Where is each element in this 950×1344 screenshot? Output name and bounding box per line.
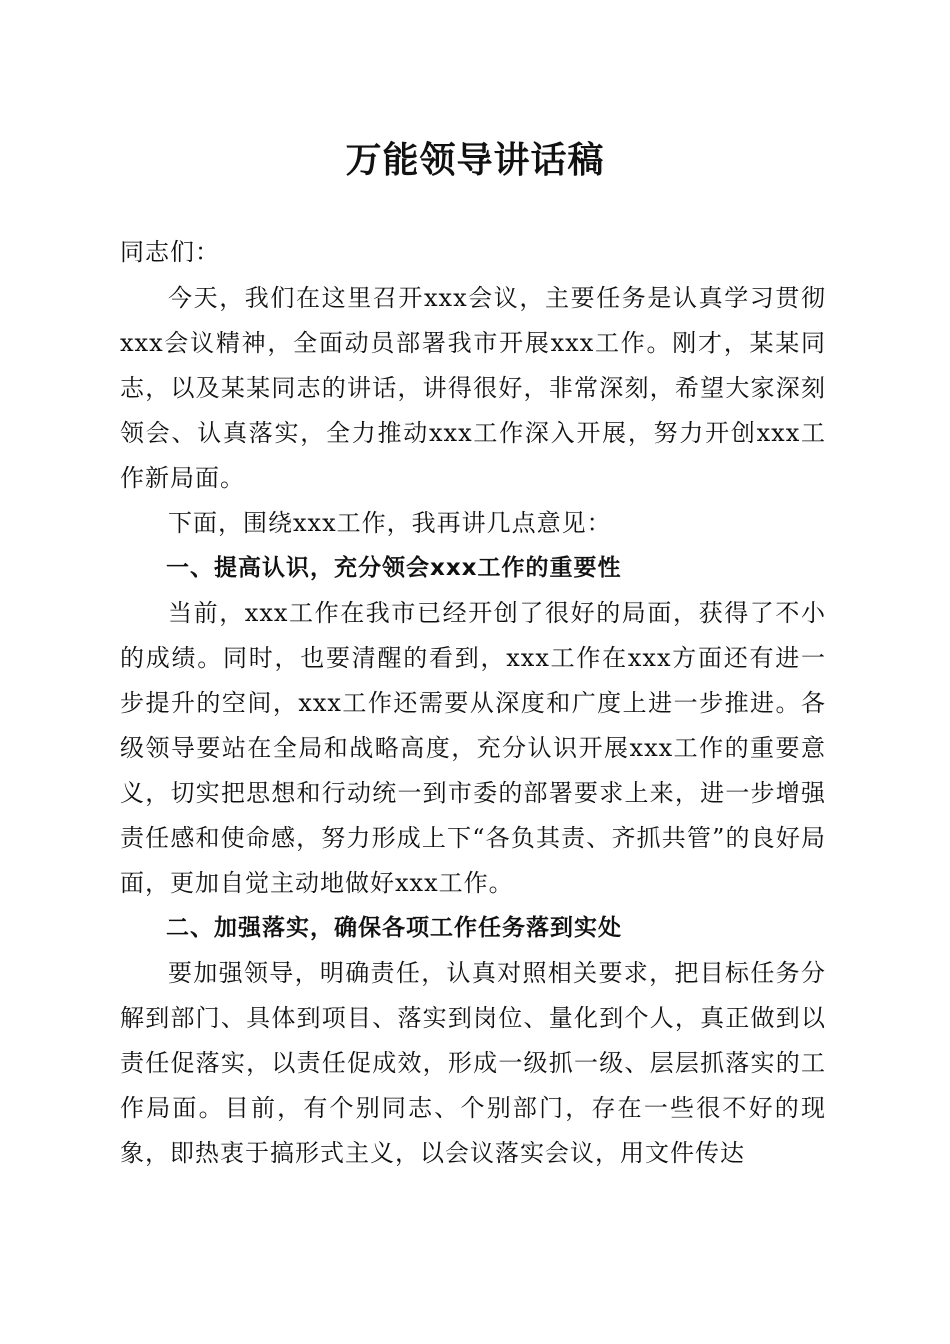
salutation: 同志们： [120, 238, 220, 266]
section-1-paragraph: 当前，xxx工作在我市已经开创了很好的局面，获得了不小的成绩。同时，也要清醒的看到，xxx工作在xxx方面还有进一步提升的空间，xxx工作还需要从深度和广度上进一步推进。各级领导要站在全局和战略高度，充分认识开展xxx工作的重要意义，切实把思想和行动统一到市委的部署要求上来，进一步增强责任感和使命感，努力形成上下“各负其责、齐抓共管”的良好局面，更加自觉主动地做好xxx工作。 [120, 599, 826, 897]
section-2-paragraph: 要加强领导，明确责任，认真对照相关要求，把目标任务分解到部门、具体到项目、落实到岗位、量化到个人，真正做到以责任促落实，以责任促成效，形成一级抓一级、层层抓落实的工作局面。目前，有个别同志、个别部门，存在一些很不好的现象，即热衷于搞形式主义，以会议落实会议，用文件传达 [120, 959, 826, 1167]
document-title: 万能领导讲话稿 [345, 139, 605, 181]
paragraph-opening: 今天，我们在这里召开xxx会议，主要任务是认真学习贯彻xxx会议精神，全面动员部署我市开展xxx工作。刚才，某某同志，以及某某同志的讲话，讲得很好，非常深刻，希望大家深刻领会、认真落实，全力推动xxx工作深入开展，努力开创xxx工作新局面。 [120, 284, 826, 492]
section-heading-2: 二、加强落实，确保各项工作任务落到实处 [166, 915, 622, 941]
paragraph-intro-points: 下面，围绕xxx工作，我再讲几点意见： [168, 509, 612, 537]
section-heading-1: 一、提高认识，充分领会xxx工作的重要性 [166, 555, 622, 581]
document-body [120, 230, 826, 1176]
